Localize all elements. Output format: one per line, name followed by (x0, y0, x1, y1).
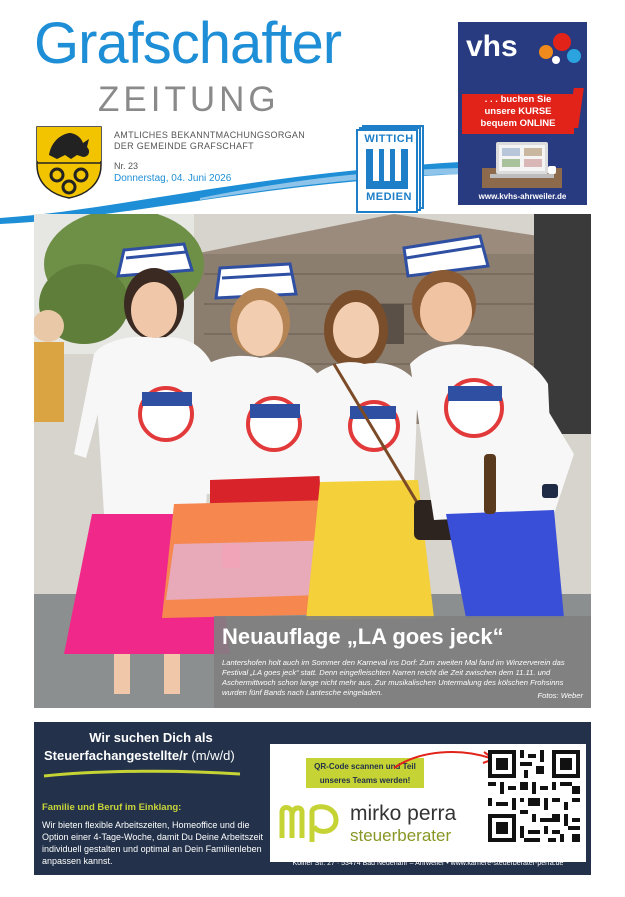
job-advertisement[interactable] (34, 722, 591, 875)
job-ad-position: Steuerfachangestellte/r (m/w/d) (44, 748, 235, 763)
coat-of-arms-icon (35, 125, 103, 199)
qr-code-icon[interactable] (488, 750, 580, 842)
wittich-medien-logo (356, 125, 422, 209)
qr-callout: QR-Code scannen und Teil unseres Teams werden! (306, 758, 424, 788)
wittich-w-icon (366, 149, 408, 189)
newspaper-title: Grafschafter (34, 11, 342, 76)
official-gazette-label: AMTLICHES BEKANNTMACHUNGSORGAN DER GEMEINDE GRAFSCHAFT (114, 130, 306, 151)
company-name: mirko perra (350, 802, 457, 825)
vhs-dots-icon (536, 30, 584, 66)
company-address: Kölner Str. 27 · 53474 Bad Neuenahr – Ahrweiler • www.karriere-steuerberater-perra.de (292, 860, 564, 867)
wittich-label: WITTICH (364, 133, 414, 145)
company-panel (270, 744, 586, 862)
cover-story-caption (214, 616, 591, 708)
underline-swoosh (42, 768, 242, 778)
job-ad-headline: Wir suchen Dich als (89, 730, 213, 745)
vhs-advertisement[interactable] (458, 22, 587, 205)
company-type: steuerberater (350, 826, 452, 845)
cover-story-text: Lantershofen holt auch im Sommer den Karneval ins Dorf: Zum zweiten Mal fand im Winzerverein das Festival „LA goes jeck“ statt. Denn eingefleischten Narren reicht die Zeit zwischen dem 11.11. und Aschermittwoch schon lange nicht mehr aus. Zur musikalischen Untermalung des kölschen Frohsinns wurden fünf Bands nach Lantesche eingeladen. (222, 658, 565, 697)
arrow-icon (390, 748, 500, 772)
job-ad-subheading: Familie und Beruf im Einklang: (42, 802, 182, 813)
newspaper-subtitle: ZEITUNG (98, 80, 280, 119)
medien-label: MEDIEN (366, 191, 412, 203)
job-ad-body: Wir bieten flexible Arbeitszeiten, Homeoffice und die Option einer 4-Tage-Woche, damit Du Deine Arbeitszeit individuell gestalten und optimal an Dein Familienleben anpassen kannst. (42, 820, 263, 866)
mirko-perra-logo-icon (278, 802, 340, 842)
issue-number: Nr. 23 (114, 161, 139, 171)
photo-credit: Fotos: Weber (537, 691, 583, 700)
issue-date: Donnerstag, 04. Juni 2026 (114, 173, 232, 184)
laptop-icon (482, 138, 562, 188)
vhs-logo: vhs (466, 30, 518, 63)
cover-story-title: Neuauflage „LA goes jeck“ (222, 624, 504, 649)
vhs-banner: . . . buchen Sie unsere KURSE bequem ONLINE (462, 94, 574, 134)
vhs-url-link[interactable]: www.kvhs-ahrweiler.de (478, 192, 567, 201)
